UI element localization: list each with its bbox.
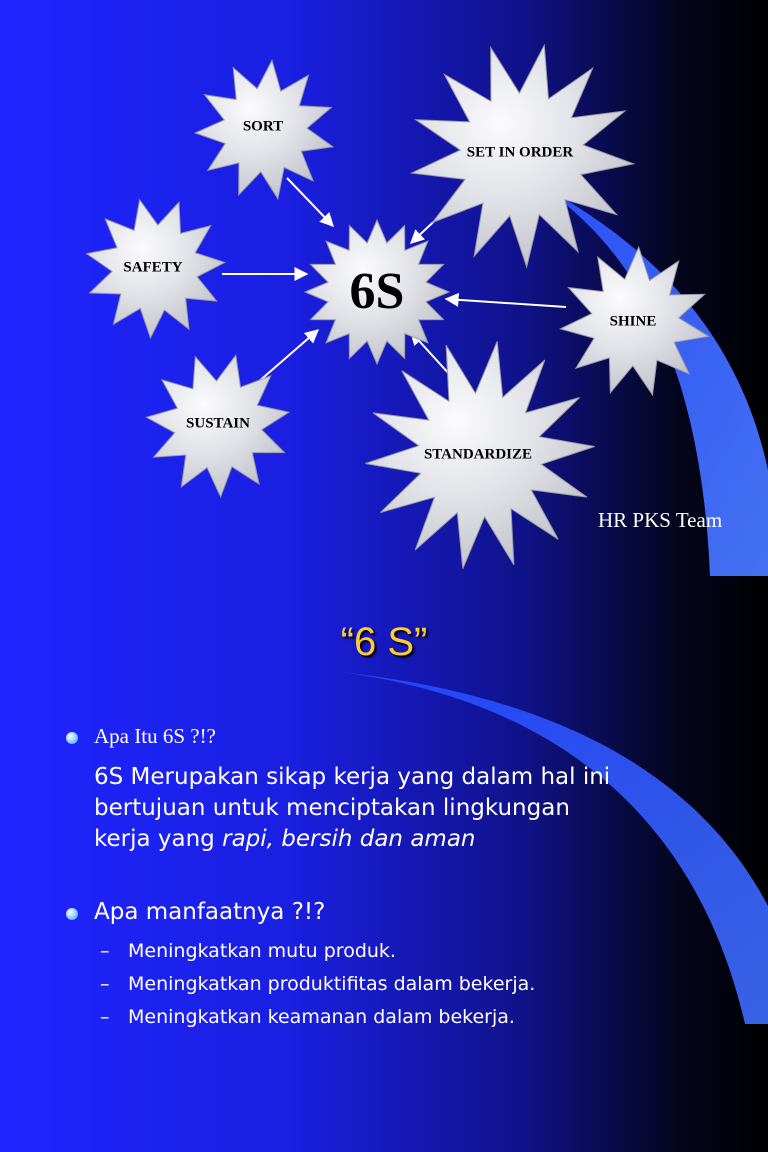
- star-label-sort: SORT: [242, 118, 284, 135]
- answer-emphasis: rapi, bersih dan aman: [222, 826, 476, 852]
- arrow-sustain-to-center: [257, 330, 318, 383]
- center-label-6s: 6S: [349, 262, 405, 320]
- dash-marker: –: [100, 1006, 110, 1028]
- answer-line: 6S Merupakan sikap kerja yang dalam hal ini: [94, 764, 611, 790]
- dash-marker: –: [100, 940, 110, 962]
- answer-line: bertujuan untuk menciptakan lingkungan: [94, 795, 570, 821]
- star-label-standardize: STANDARDIZE: [423, 446, 533, 463]
- benefit-item: [100, 973, 535, 995]
- bullet-icon: [66, 732, 78, 744]
- benefit-item: [100, 1006, 515, 1028]
- stars-group: [87, 45, 709, 569]
- answer-text: kerja yang: [94, 826, 223, 852]
- question-what-is-6s: Apa Itu 6S ?!?: [94, 724, 216, 748]
- benefit-text: Meningkatkan keamanan dalam bekerja.: [128, 1006, 515, 1028]
- benefit-item: [100, 940, 396, 962]
- slide-title: “6 S”: [340, 620, 428, 664]
- arrow-shine-to-center: [446, 299, 566, 307]
- benefit-text: Meningkatkan mutu produk.: [128, 940, 396, 962]
- question-benefits: Apa manfaatnya ?!?: [94, 899, 326, 925]
- star-label-set-in-order: SET IN ORDER: [466, 144, 574, 161]
- star-label-shine: SHINE: [609, 313, 657, 330]
- slide-6s-explanation: [0, 576, 768, 1152]
- answer-line: [94, 824, 610, 855]
- star-label-sustain: SUSTAIN: [186, 415, 250, 432]
- answer-paragraph: [94, 762, 610, 855]
- team-credit: HR PKS Team: [598, 508, 723, 532]
- arrow-sort-to-center: [287, 178, 333, 226]
- bullet-icon: [66, 908, 78, 920]
- star-label-safety: SAFETY: [123, 259, 183, 276]
- benefit-text: Meningkatkan produktifitas dalam bekerja.: [128, 973, 536, 995]
- dash-marker: –: [100, 973, 110, 995]
